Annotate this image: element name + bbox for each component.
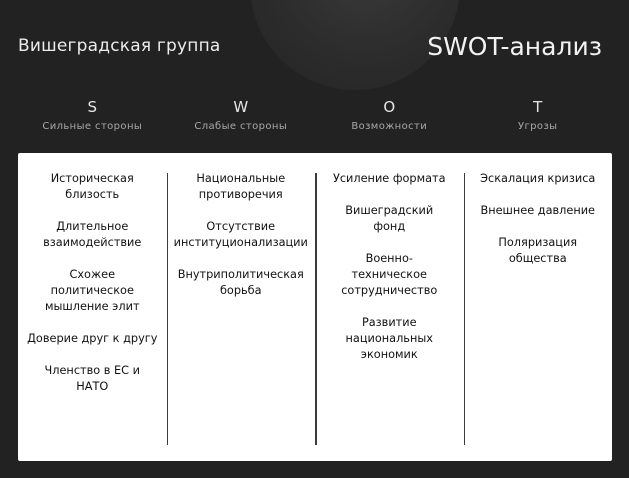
strength-item: Схожее политическое мышление элит — [44, 268, 140, 313]
weakness-item: Отсутствие институционализации — [173, 220, 308, 249]
group-title: Вишеградская группа — [18, 36, 221, 56]
strength-item: Историческая близость — [50, 172, 134, 201]
header-weaknesses — [167, 96, 316, 132]
column-threats — [464, 171, 613, 461]
swot-panel — [18, 153, 612, 461]
header-strengths — [18, 96, 167, 132]
strength-item: Доверие друг к другу — [27, 332, 158, 345]
label-opportunities: Возможности — [351, 121, 428, 132]
weakness-item: Национальные противоречия — [196, 172, 286, 201]
column-weaknesses — [167, 171, 316, 461]
letter-o: O — [383, 98, 396, 116]
header-threats — [464, 96, 613, 132]
letter-w: W — [233, 98, 249, 116]
swot-title: SWOT-анализ — [427, 32, 602, 61]
letter-t: T — [533, 98, 543, 116]
label-threats: Угрозы — [518, 121, 558, 132]
threat-item: Эскалация кризиса — [480, 172, 596, 185]
opportunity-item: Развитие национальных экономик — [345, 316, 433, 361]
letter-s: S — [87, 98, 98, 116]
opportunity-item: Вишеградский фонд — [345, 204, 434, 233]
header-opportunities — [315, 96, 464, 132]
opportunity-item: Усиление формата — [332, 172, 446, 185]
strength-item: Членство в ЕС и НАТО — [44, 364, 140, 393]
threat-item: Поляризация общества — [498, 236, 578, 265]
column-strengths — [18, 171, 167, 461]
weakness-item: Внутриполитическая борьба — [177, 268, 304, 297]
swot-headers — [18, 96, 612, 132]
label-weaknesses: Слабые стороны — [194, 121, 288, 132]
opportunity-item: Военно- техническое сотрудничество — [341, 252, 438, 297]
label-strengths: Сильные стороны — [42, 121, 143, 132]
column-opportunities — [315, 171, 464, 461]
threat-item: Внешнее давление — [480, 204, 596, 217]
strength-item: Длительное взаимодействие — [43, 220, 142, 249]
